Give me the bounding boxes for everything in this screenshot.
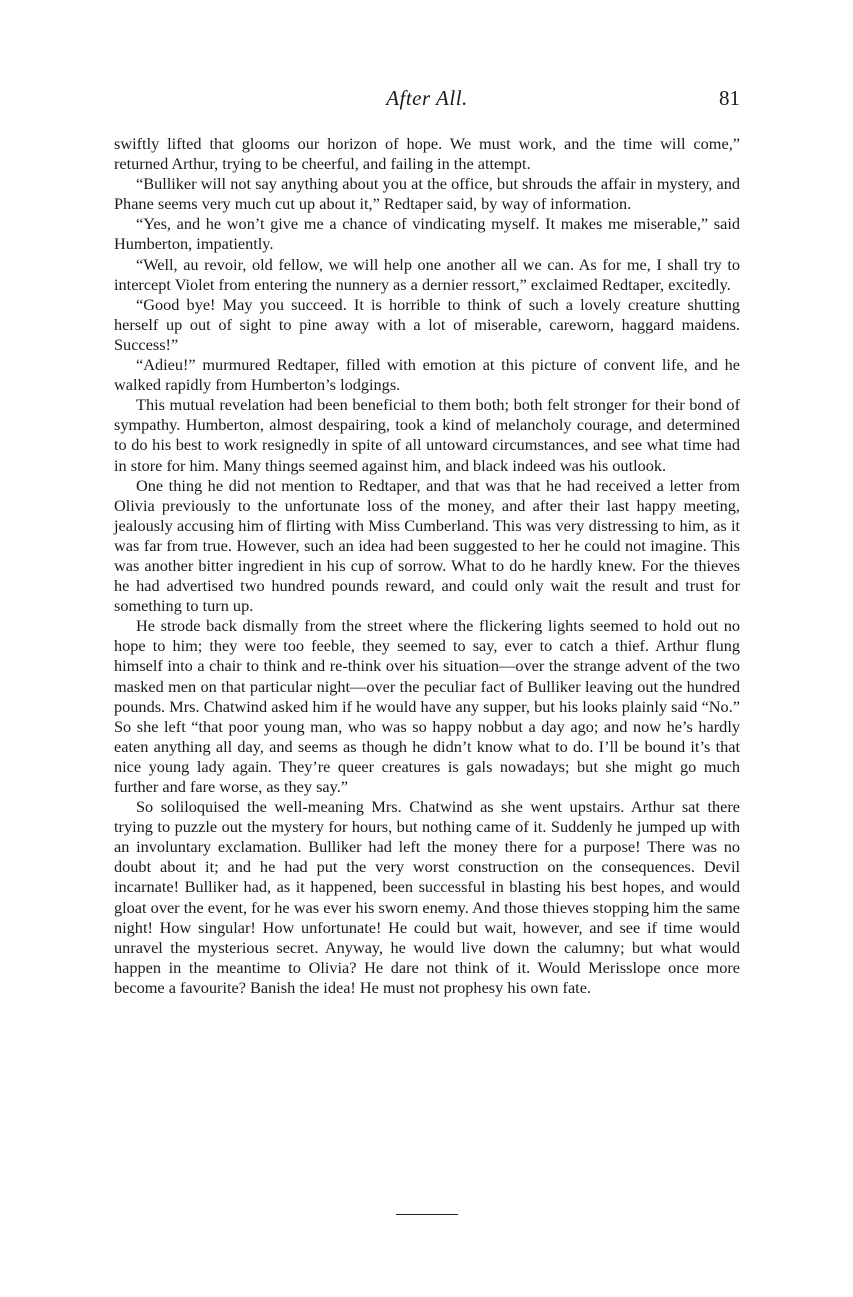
paragraph: “Good bye! May you succeed. It is horrible to think of such a lovely creature shutting herself up out of sight to pine away with a lot of miserable, careworn, haggard maidens. Success!”	[114, 294, 740, 354]
paragraph: So soliloquised the well-meaning Mrs. Chatwind as she went upstairs. Arthur sat there trying to puzzle out the mystery for hours, but nothing came of it. Suddenly he jumped up with an involuntary exclamation. Bulliker had left the money there for a purpose! There was no doubt about it; and he had put the very worst construction on the consequences. Devil incarnate! Bulliker had, as it happened, been successful in blasting his best hopes, and would gloat over the event, for he was ever his sworn enemy. And those thieves stopping him the same night! How singular! How unfortunate! He could but wait, however, and see if time would unravel the mysterious secret. Anyway, he would live down the calumny; but what would happen in the meantime to Olivia? He dare not think of it. Would Merisslope once more become a favourite? Banish the idea! He must not prophesy his own fate.	[114, 797, 740, 997]
paragraph: “Adieu!” murmured Redtaper, filled with emotion at this picture of convent life, and he walked rapidly from Humberton’s lodgings.	[114, 355, 740, 395]
paragraph: He strode back dismally from the street where the flickering lights seemed to hold out no hope to him; they were too feeble, they seemed to say, ever to catch a thief. Arthur flung himself into a chair to think and re-think over his situation—over the strange advent of the two masked men on that particular night—over the peculiar fact of Bulliker leaving out the hundred pounds. Mrs. Chatwind asked him if he would have any supper, but his looks plainly said “No.” So she left “that poor young man, who was so happy nobbut a day ago; and now he’s hardly eaten anything all day, and seems as though he didn’t know what to do. I’ll be bound it’s that nice young lady again. They’re queer creatures is gals nowadays; but she might go much further and fare worse, as they say.”	[114, 616, 740, 796]
paragraph: swiftly lifted that glooms our horizon of hope. We must work, and the time will come,” returned Arthur, trying to be cheerful, and failing in the attempt.	[114, 134, 740, 174]
page-number: 81	[719, 86, 740, 110]
paragraph: “Bulliker will not say anything about you at the office, but shrouds the affair in mystery, and Phane seems very much cut up about it,” Redtaper said, by way of information.	[114, 174, 740, 214]
body-text	[114, 134, 740, 998]
section-end-rule	[396, 1214, 458, 1215]
paragraph: “Yes, and he won’t give me a chance of vindicating myself. It makes me miserable,” said Humberton, impatiently.	[114, 214, 740, 254]
paragraph: “Well, au revoir, old fellow, we will help one another all we can. As for me, I shall try to intercept Violet from entering the nunnery as a dernier ressort,” exclaimed Redtaper, excitedly.	[114, 254, 740, 294]
running-title: After All.	[386, 86, 468, 110]
running-head	[114, 86, 740, 116]
paragraph: One thing he did not mention to Redtaper, and that was that he had received a letter from Olivia previously to the unfortunate loss of the money, and after their last happy meeting, jealously accusing him of flirting with Miss Cumberland. This was very distressing to him, as it was far from true. However, such an idea had been suggested to her he could not imagine. This was another bitter ingredient in his cup of sorrow. What to do he hardly knew. For the thieves he had advertised two hundred pounds reward, and could only wait the result and trust for something to turn up.	[114, 475, 740, 616]
paragraph: This mutual revelation had been beneficial to them both; both felt stronger for their bond of sympathy. Humberton, almost despairing, took a kind of melancholy courage, and determined to do his best to work resignedly in spite of all untoward circumstances, and see what time had in store for him. Many things seemed against him, and black indeed was his outlook.	[114, 395, 740, 475]
